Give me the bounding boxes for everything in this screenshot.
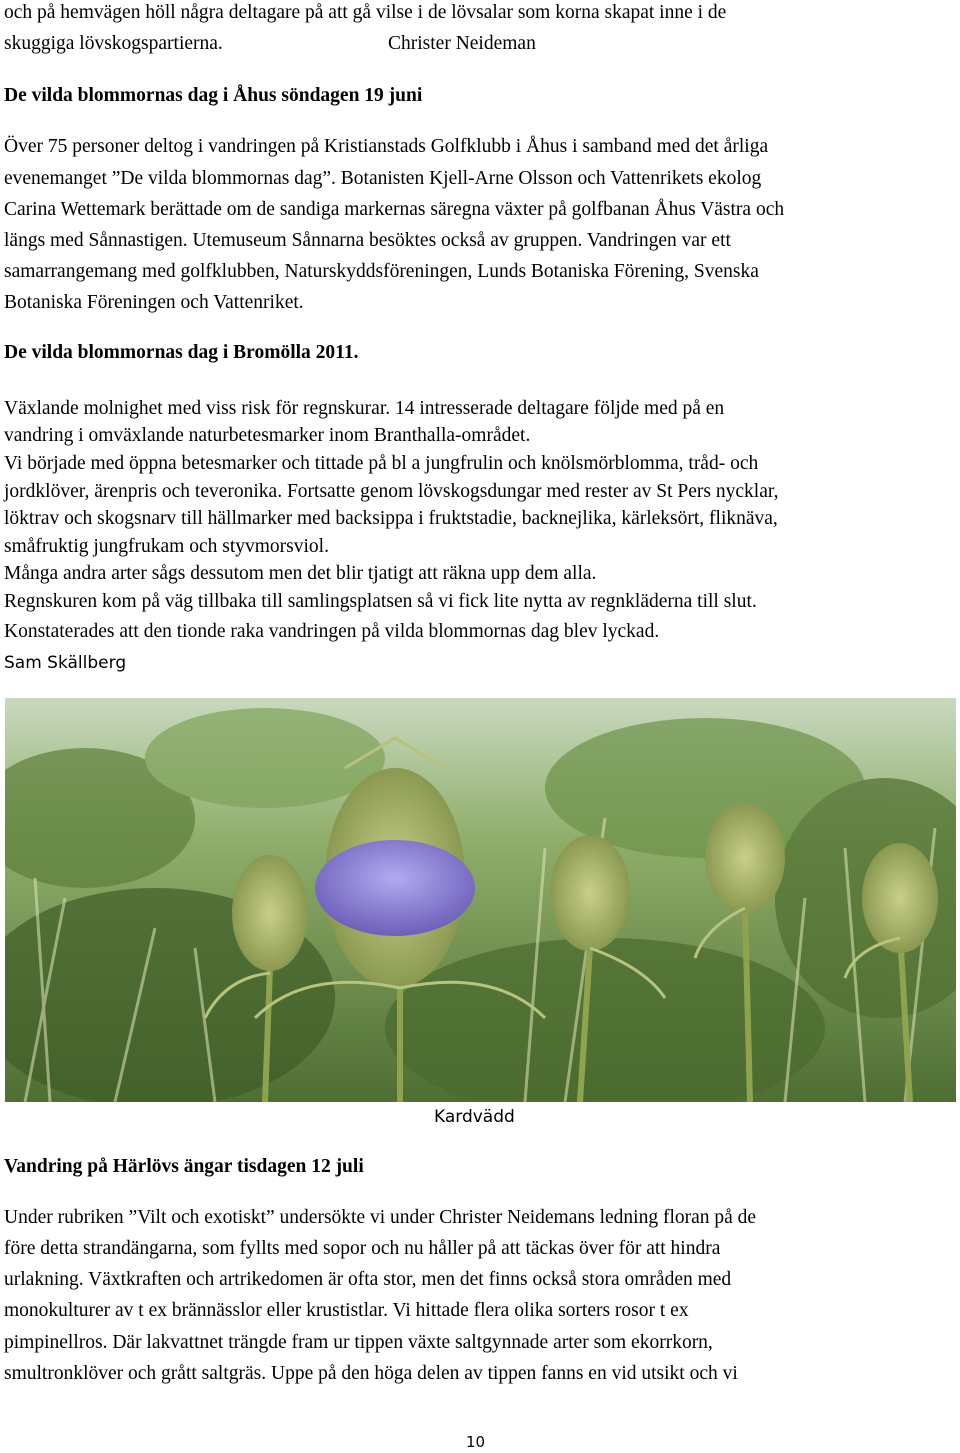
body-text-line: monokulturer av t ex brännässlor eller krustistlar. Vi hittade flera olika sorters rosor t ex bbox=[4, 1300, 689, 1321]
body-text-line: Många andra arter sågs dessutom men det blir tjatigt att räkna upp dem alla. bbox=[4, 563, 597, 584]
section-heading-bromolla: De vilda blommornas dag i Bromölla 2011. bbox=[4, 342, 359, 363]
teasel-head-left bbox=[232, 855, 308, 971]
teasel-illustration bbox=[5, 698, 956, 1102]
body-text-line: pimpinellros. Där lakvattnet trängde fram ur tippen växte saltgynnade arter som ekorrkorn, bbox=[4, 1332, 713, 1353]
author-signature: Christer Neideman bbox=[388, 33, 536, 54]
body-text-line: smultronklöver och grått saltgräs. Uppe på den höga delen av tippen fanns en vid utsikt och vi bbox=[4, 1363, 738, 1384]
body-text-line: och på hemvägen höll några deltagare på att gå vilse i de lövsalar som korna skapat inne i de bbox=[4, 2, 727, 23]
body-text-line: Växlande molnighet med viss risk för regnskurar. 14 intresserade deltagare följde med på en bbox=[4, 398, 725, 419]
body-text-line: evenemanget ”De vilda blommornas dag”. Botanisten Kjell-Arne Olsson och Vattenrikets ekolog bbox=[4, 168, 762, 189]
body-text-line: Vi började med öppna betesmarker och tittade på bl a jungfrulin och knölsmörblomma, tråd- och bbox=[4, 453, 759, 474]
body-text-line: Under rubriken ”Vilt och exotiskt” undersökte vi under Christer Neidemans ledning floran på de bbox=[4, 1207, 757, 1228]
section-heading-ahus: De vilda blommornas dag i Åhus söndagen 19 juni bbox=[4, 85, 423, 106]
body-text-fragment: skuggiga lövskogspartierna. bbox=[4, 33, 223, 54]
body-text-line: Regnskuren kom på väg tillbaka till samlingsplatsen så vi fick lite nytta av regnkläderna till slut. bbox=[4, 591, 757, 612]
photo-caption: Kardvädd bbox=[434, 1107, 515, 1127]
body-text-line bbox=[4, 33, 536, 55]
page-number: 10 bbox=[466, 1433, 486, 1451]
body-text-line: jordklöver, ärenpris och teveronika. Fortsatte genom lövskogsdungar med rester av St Pers nycklar, bbox=[4, 481, 779, 502]
body-text-line: Botaniska Föreningen och Vattenriket. bbox=[4, 292, 304, 313]
author-signature: Sam Skällberg bbox=[4, 653, 127, 673]
body-text-line: Konstaterades att den tionde raka vandringen på vilda blommornas dag blev lyckad. bbox=[4, 621, 660, 642]
body-text-line: urlakning. Växtkraften och artrikedomen är ofta stor, men det finns också stora områden med bbox=[4, 1269, 732, 1290]
teasel-head-far-right bbox=[862, 843, 938, 953]
body-text-line: Carina Wettemark berättade om de sandiga markernas säregna växter på golfbanan Åhus Västra och bbox=[4, 199, 785, 220]
body-text-line: Över 75 personer deltog i vandringen på Kristianstads Golfklubb i Åhus i samband med det årliga bbox=[4, 136, 769, 157]
body-text-line: småfruktig jungfrukam och styvmorsviol. bbox=[4, 536, 329, 557]
body-text-line: längs med Sånnastigen. Utemuseum Sånnarna besöktes också av gruppen. Vandringen var ett bbox=[4, 230, 731, 251]
teasel-photo bbox=[5, 698, 956, 1102]
body-text-line: vandring i omväxlande naturbetesmarker inom Branthalla-området. bbox=[4, 425, 531, 446]
teasel-head-mid bbox=[550, 835, 630, 951]
body-text-line: samarrangemang med golfklubben, Naturskyddsföreningen, Lunds Botaniska Förening, Svenska bbox=[4, 261, 759, 282]
section-heading-harlov: Vandring på Härlövs ängar tisdagen 12 juli bbox=[4, 1156, 364, 1177]
body-text-line: löktrav och skogsnarv till hällmarker med backsippa i fruktstadie, backnejlika, kärleksört, fliknäva, bbox=[4, 508, 778, 529]
body-text-line: före detta strandängarna, som fyllts med sopor och nu håller på att täckas över för att hindra bbox=[4, 1238, 721, 1259]
teasel-head-right bbox=[705, 803, 785, 913]
